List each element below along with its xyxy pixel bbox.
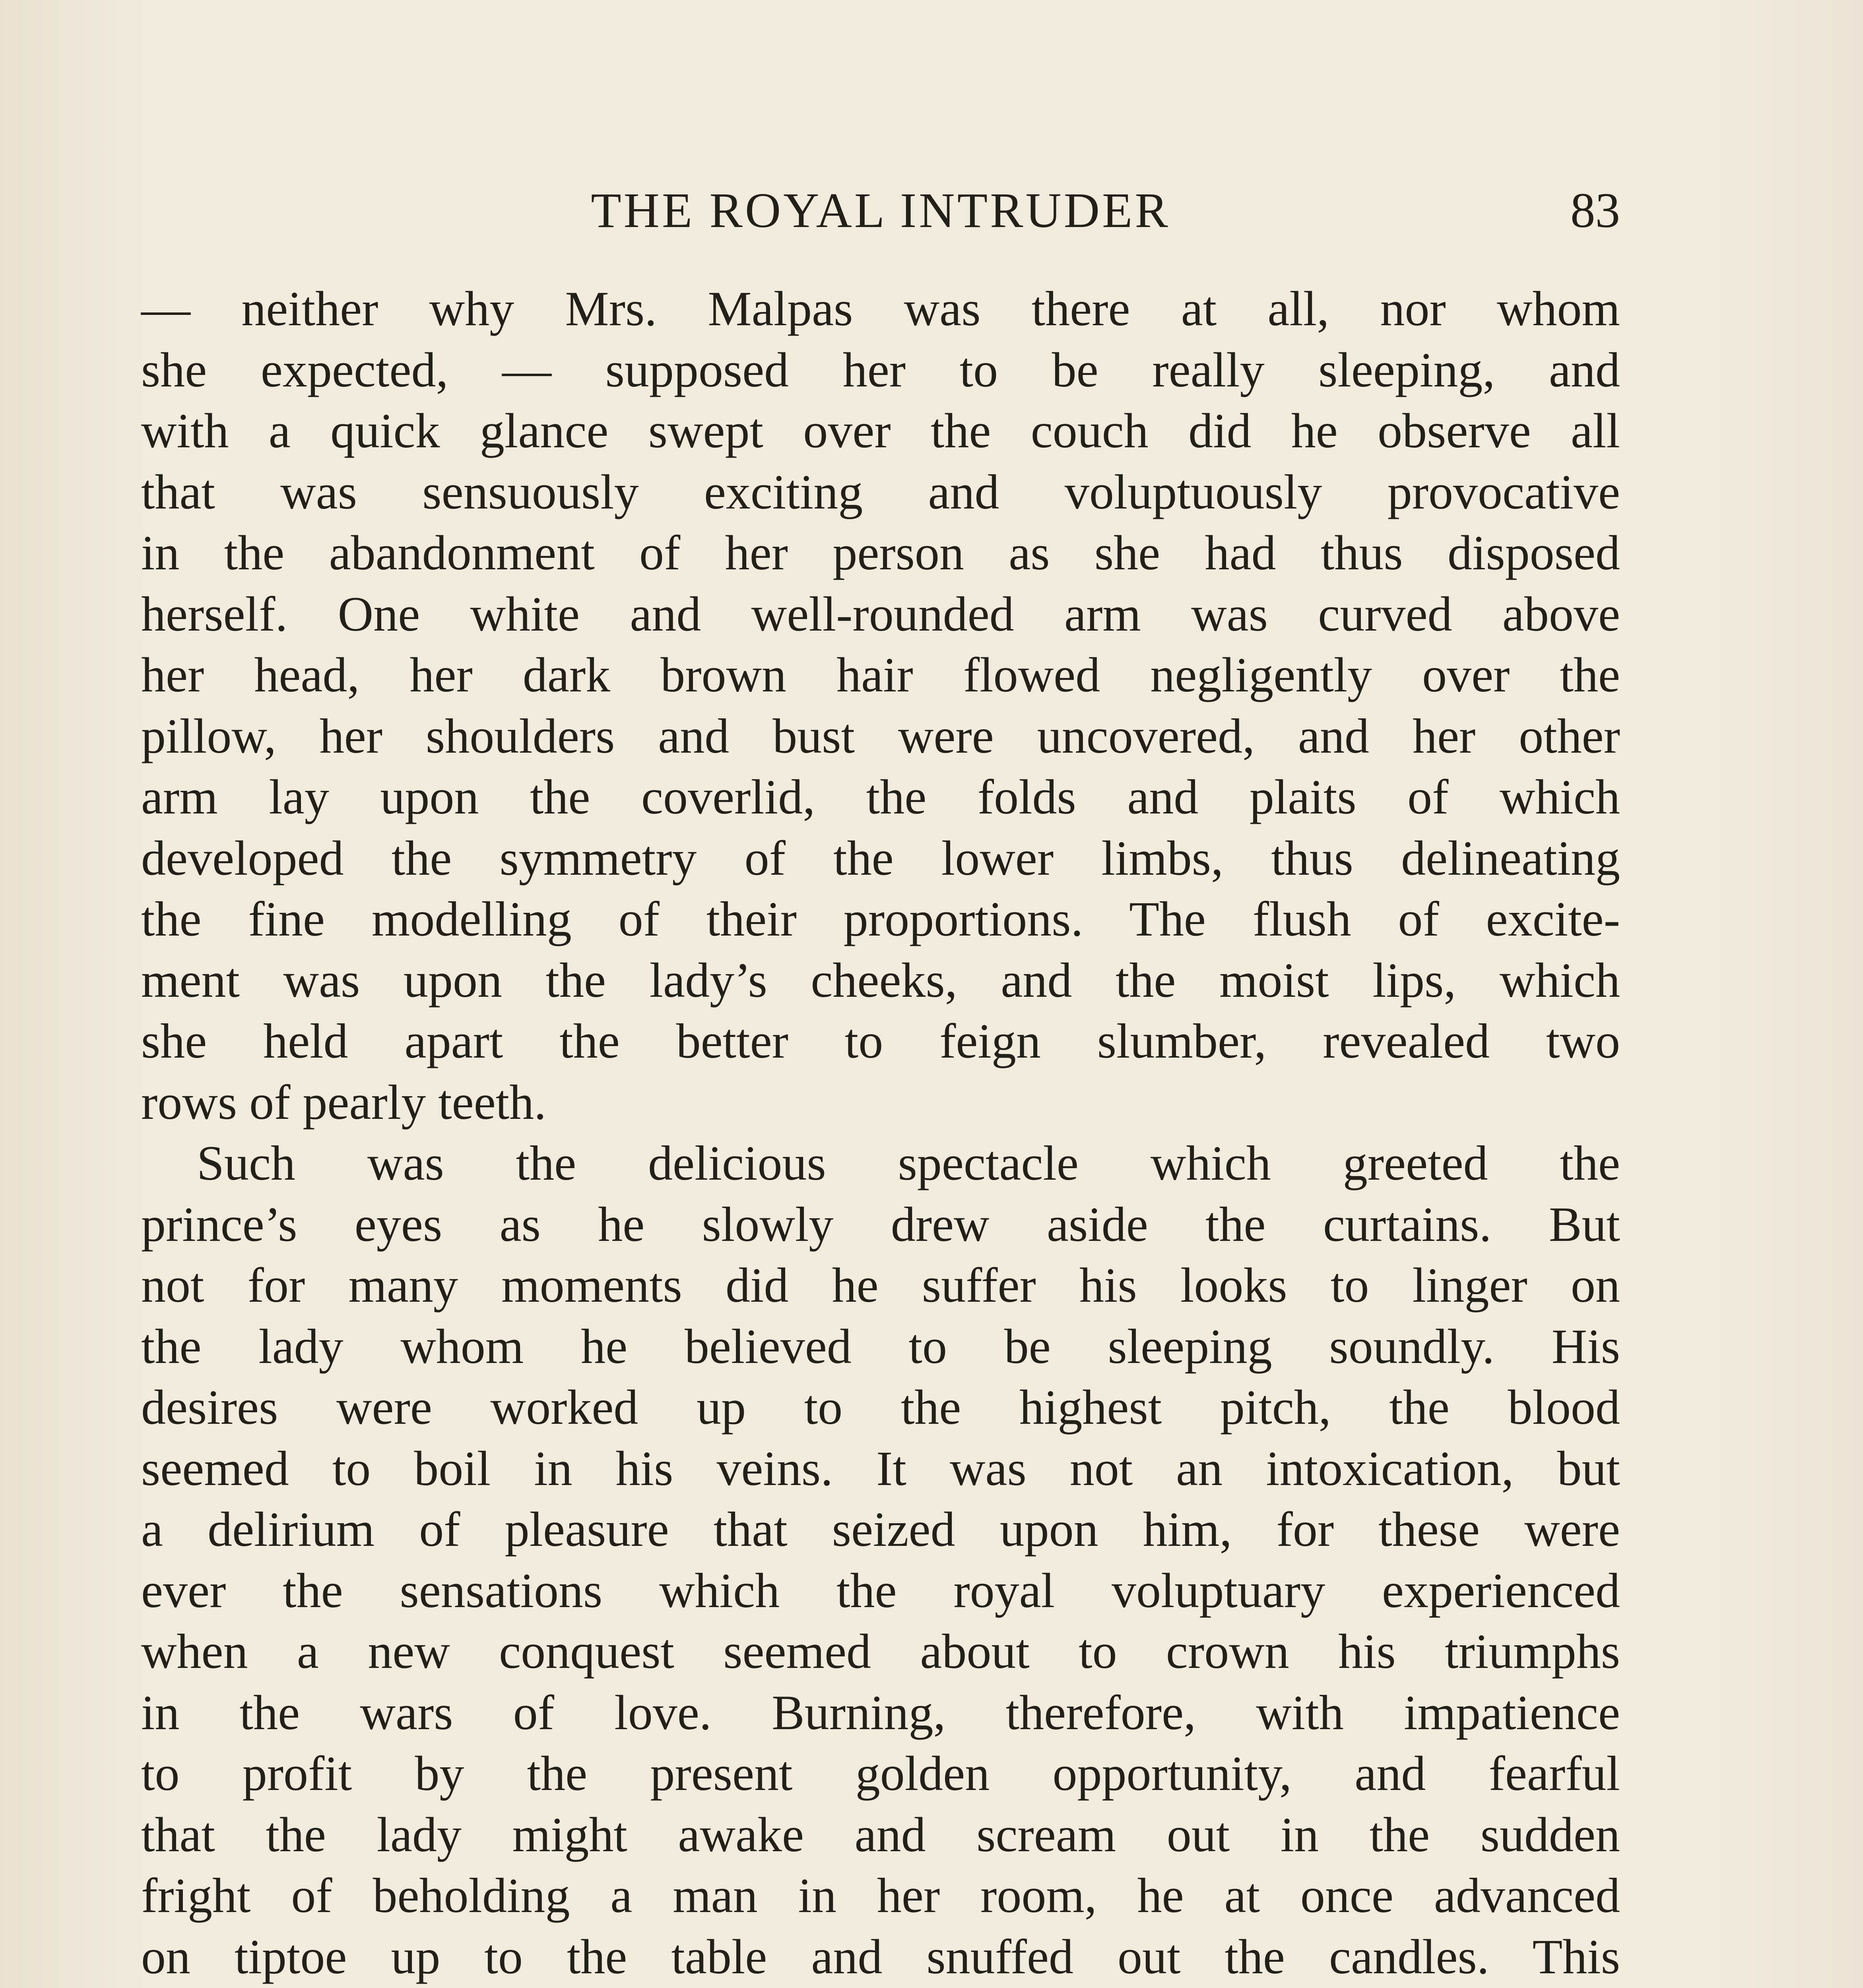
text-line: pillow, her shoulders and bust were uncovered, and her other (141, 709, 1620, 763)
text-line: on tiptoe up to the table and snuffed out the candles. This (141, 1929, 1620, 1984)
text-line: the fine modelling of their proportions. The flush of excite- (141, 892, 1620, 946)
text-line: arm lay upon the coverlid, the folds and plaits of which (141, 770, 1620, 824)
text-line: — neither why Mrs. Malpas was there at all, nor whom (141, 282, 1620, 336)
text-line: in the wars of love. Burning, therefore, with impatience (141, 1685, 1620, 1740)
running-head (141, 175, 1620, 247)
running-title: THE ROYAL INTRUDER (591, 183, 1170, 238)
text-line: seemed to boil in his veins. It was not an intoxication, but (141, 1441, 1620, 1496)
text-line: with a quick glance swept over the couch did he observe all (141, 404, 1620, 458)
text-line: desires were worked up to the highest pitch, the blood (141, 1380, 1620, 1435)
text-line: that the lady might awake and scream out in the sudden (141, 1807, 1620, 1862)
text-line: when a new conquest seemed about to crown his triumphs (141, 1624, 1620, 1679)
text-line: she held apart the better to feign slumber, revealed two (141, 1014, 1620, 1068)
body-text (141, 278, 1620, 1988)
text-line: ever the sensations which the royal voluptuary experienced (141, 1563, 1620, 1618)
text-line: Such was the delicious spectacle which greeted the (197, 1136, 1620, 1190)
text-line: herself. One white and well-rounded arm was curved above (141, 586, 1620, 641)
paragraph (141, 278, 1620, 1133)
text-line: not for many moments did he suffer his looks to linger on (141, 1258, 1620, 1312)
text-line: rows of pearly teeth. (141, 1075, 547, 1130)
text-line: fright of beholding a man in her room, he at once advanced (141, 1868, 1620, 1923)
text-line: a delirium of pleasure that seized upon him, for these were (141, 1502, 1620, 1557)
text-line: prince’s eyes as he slowly drew aside the curtains. But (141, 1197, 1620, 1252)
text-line: that was sensuously exciting and voluptuously provocative (141, 464, 1620, 519)
text-line: she expected, — supposed her to be really sleeping, and (141, 342, 1620, 397)
text-line: ment was upon the lady’s cheeks, and the moist lips, which (141, 953, 1620, 1008)
text-line: developed the symmetry of the lower limbs, thus delineating (141, 831, 1620, 885)
page-number: 83 (1570, 183, 1620, 238)
text-line: her head, her dark brown hair flowed negligently over the (141, 648, 1620, 702)
text-line: to profit by the present golden opportunity, and fearful (141, 1746, 1620, 1801)
paragraph (141, 1133, 1620, 1988)
text-line: the lady whom he believed to be sleeping soundly. His (141, 1319, 1620, 1374)
text-line: in the abandonment of her person as she had thus disposed (141, 526, 1620, 580)
